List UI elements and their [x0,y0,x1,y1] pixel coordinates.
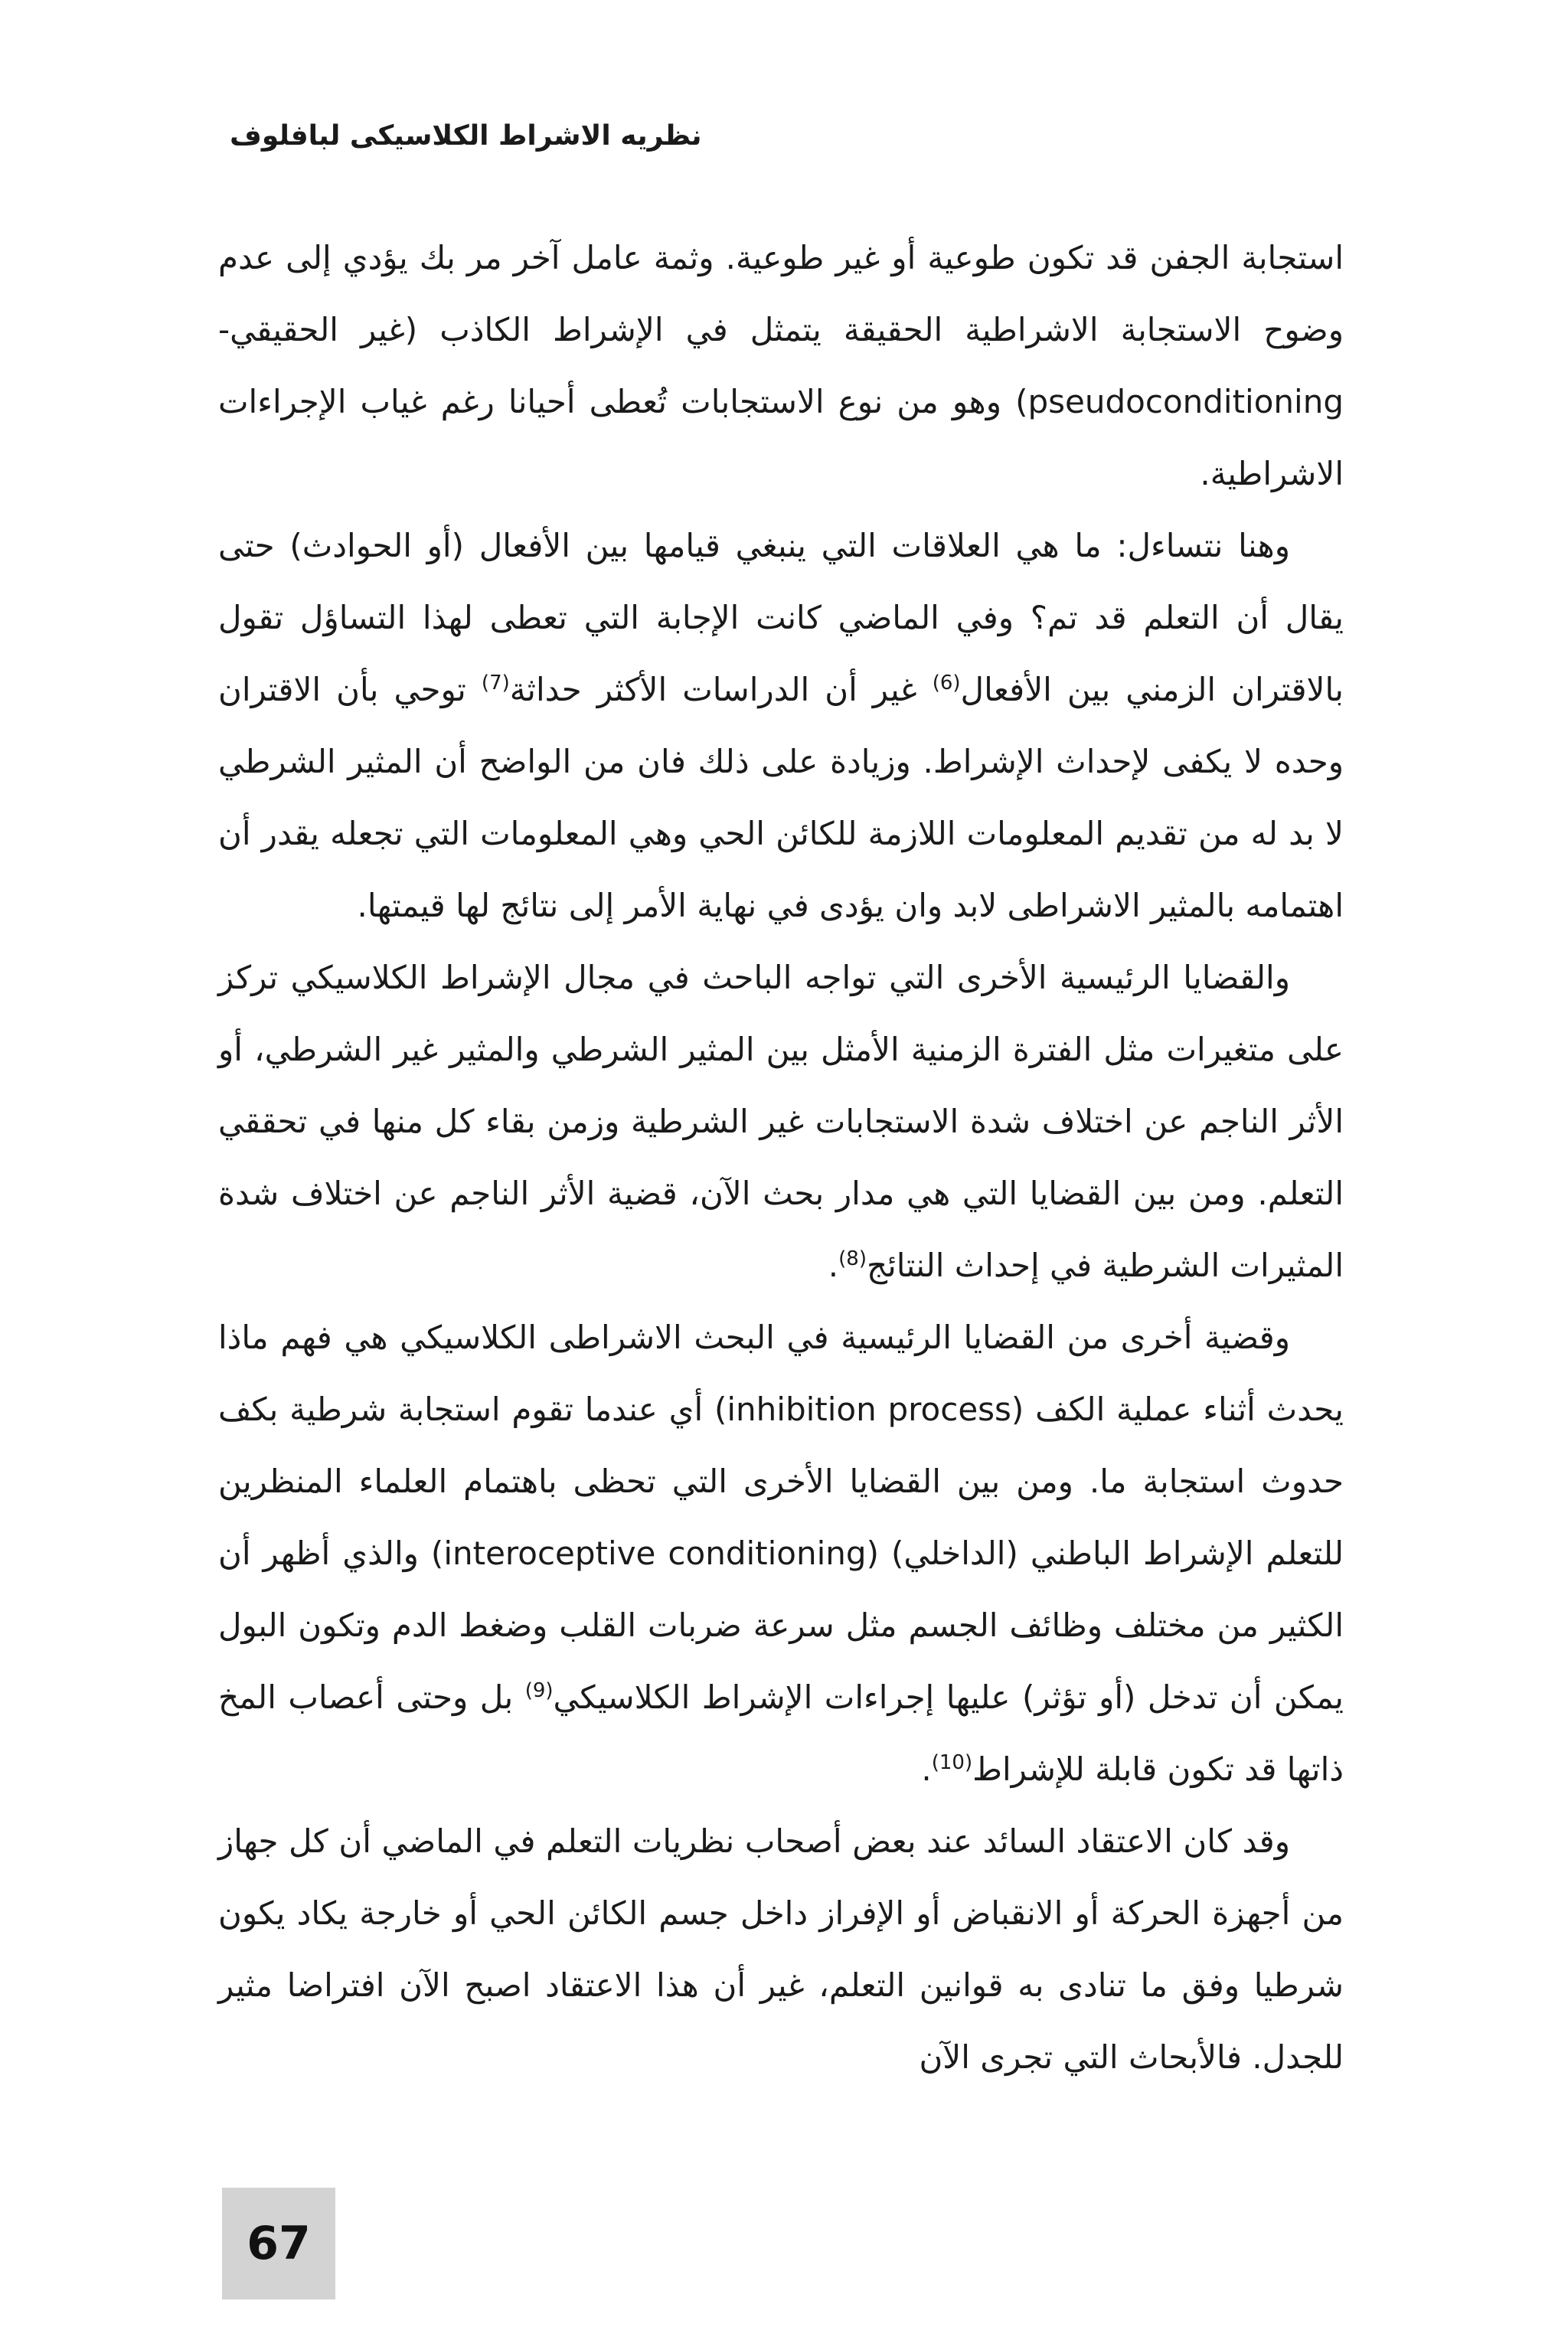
footnote-ref: (9) [524,1679,554,1702]
footnote-ref: (10) [931,1751,973,1774]
paragraph [218,1302,1344,1806]
page-number: 67 [247,2217,311,2270]
paragraph-text: توحي بأن الاقتران وحده لا يكفى لإحداث الإشراط. وزيادة على ذلك فان من الواضح أن المثير الشرطي لا بد له من تقديم المعلومات اللازمة للكائن الحي وهي المعلومات التي تجعله يقدر أن اهتمامه بالمثير الاشراطى لابد وان يؤدى في نهاية الأمر إلى نتائج لها قيمتها. [218,671,1344,924]
running-head: نظريه الاشراط الكلاسيكى لبافلوف [230,120,702,152]
paragraph [218,942,1344,1302]
paragraph [218,510,1344,942]
paragraph [218,222,1344,510]
footnote-ref: (7) [481,672,510,695]
paragraph-text: . [921,1750,932,1788]
paragraph-text: استجابة الجفن قد تكون طوعية أو غير طوعية. وثمة عامل آخر مر بك يؤدي إلى عدم وضوح الاستجابة الاشراطية الحقيقة يتمثل في الإشراط الكاذب (غير الحقيقي-pseudoconditioning) وهو من نوع الاستجابات تُعطى أحيانا رغم غياب الإجراءات الاشراطية. [218,239,1344,492]
paragraph-text: بل وحتى أعصاب المخ ذاتها قد تكون قابلة للإشراط [218,1678,1344,1788]
paragraph-text: غير أن الدراسات الأكثر حداثة [509,671,917,708]
paragraph-text: وقضية أخرى من القضايا الرئيسية في البحث الاشراطى الكلاسيكي هي فهم ماذا يحدث أثناء عملية الكف (inhibition process) أي عندما تقوم استجابة شرطية بكف حدوث استجابة ما. ومن بين القضايا الأخرى التي تحظى باهتمام العلماء المنظرين للتعلم الإشراط الباطني (الداخلي) (interoceptive conditioning) والذي أظهر أن الكثير من مختلف وظائف الجسم مثل سرعة ضربات القلب وضغط الدم وتكون البول يمكن أن تدخل (أو تؤثر) عليها إجراءات الإشراط الكلاسيكي [218,1319,1344,1716]
paragraph [218,1806,1344,2093]
paragraph-text: والقضايا الرئيسية الأخرى التي تواجه الباحث في مجال الإشراط الكلاسيكي تركز على متغيرات مثل الفترة الزمنية الأمثل بين المثير الشرطي والمثير غير الشرطي، أو الأثر الناجم عن اختلاف شدة الاستجابات غير الشرطية وزمن بقاء كل منها في تحققي التعلم. ومن بين القضايا التي هي مدار بحث الآن، قضية الأثر الناجم عن اختلاف شدة المثيرات الشرطية في إحداث النتائج [218,959,1344,1284]
footnote-ref: (6) [932,672,961,695]
paragraph-text: وهنا نتساءل: ما هي العلاقات التي ينبغي قيامها بين الأفعال (أو الحوادث) حتى يقال أن التعلم قد تم؟ وفي الماضي كانت الإجابة التي تعطى لهذا التساؤل تقول بالاقتران الزمني بين الأفعال [218,527,1344,708]
paragraph-text: وقد كان الاعتقاد السائد عند بعض أصحاب نظريات التعلم في الماضي أن كل جهاز من أجهزة الحركة أو الانقباض أو الإفراز داخل جسم الكائن الحي أو خارجة يكاد يكون شرطيا وفق ما تنادى به قوانين التعلم، غير أن هذا الاعتقاد اصبح الآن افتراضا مثير للجدل. فالأبحاث التي تجرى الآن [218,1822,1344,2076]
page-number-box [222,2188,335,2299]
paragraph-text: . [828,1247,839,1284]
footnote-ref: (8) [838,1247,867,1270]
body-text [218,222,1344,2093]
